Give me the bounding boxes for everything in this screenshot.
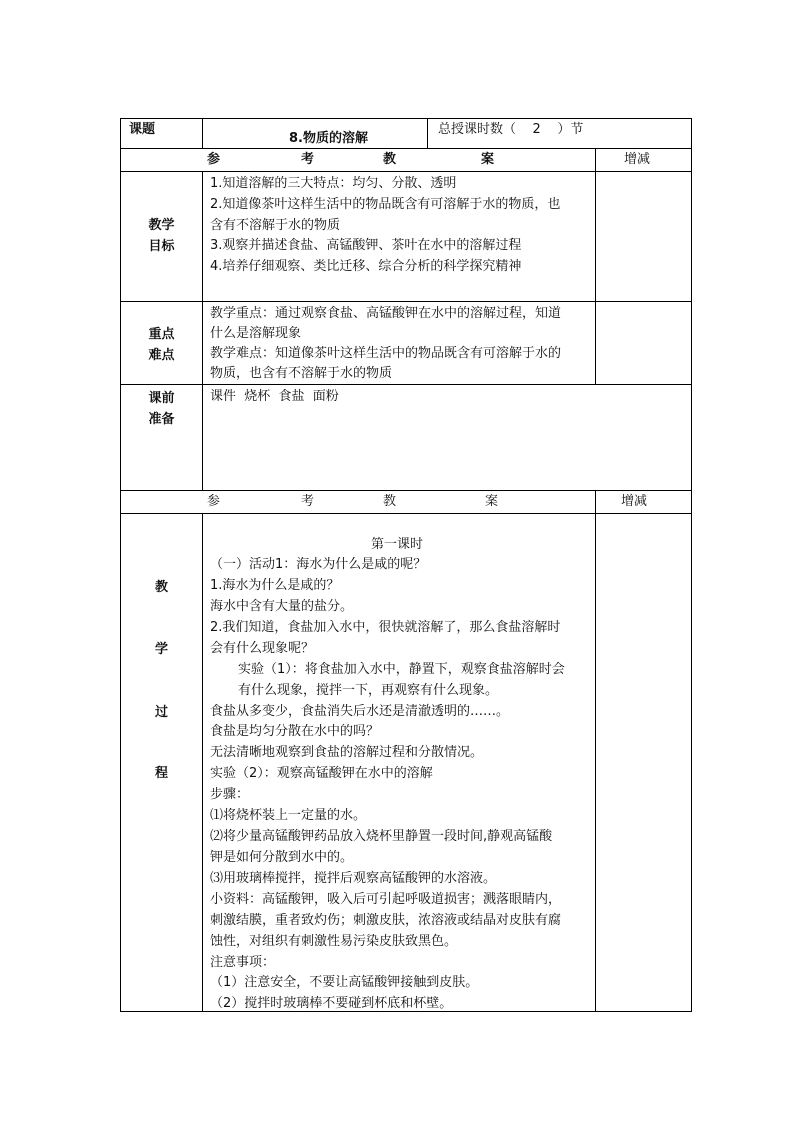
header-char-3: 教 [383, 152, 397, 167]
header-char-2: 考 [301, 152, 315, 167]
prep-materials: 课件 烧杯 食盐 面粉 [210, 389, 339, 404]
header-char-4: 案 [485, 494, 499, 509]
process-line: 刺激结膜，重者致灼伤；刺激皮肤，浓溶液或结晶对皮肤有腐 [210, 913, 562, 928]
process-label-cell [120, 513, 203, 1012]
lesson-label: 课题 [129, 122, 156, 137]
process-line: ⑴将烧杯装上一定量的水。 [210, 808, 367, 823]
adjust-header-cell-2 [595, 490, 692, 514]
process-line: 钾是如何分散到水中的。 [210, 850, 354, 865]
process-line: 有什么现象，搅拌一下，再观察有什么现象。 [238, 683, 499, 698]
process-line: 海水中含有大量的盐分。 [210, 599, 354, 614]
key-line: 教学重点：通过观察食盐、高锰酸钾在水中的溶解过程，知道 [210, 306, 562, 321]
goals-label-cell [120, 171, 203, 302]
header-char-3: 教 [383, 494, 397, 509]
prep-content-cell [202, 384, 692, 491]
goals-label-1: 教学 [148, 218, 175, 233]
reference-plan-header [120, 148, 596, 172]
process-label-char: 过 [154, 705, 168, 720]
key-line: 教学难点：知道像茶叶这样生活中的物品既含有可溶解于水的 [210, 346, 562, 361]
process-line: 实验（2）：观察高锰酸钾在水中的溶解 [210, 766, 433, 781]
prep-label-cell [120, 384, 203, 491]
reference-plan-header-2 [120, 490, 596, 514]
process-content-cell [202, 513, 596, 1012]
process-line: 无法清晰地观察到食盐的溶解过程和分散情况。 [210, 745, 484, 760]
lesson-title: 8.物质的溶解 [289, 131, 368, 146]
process-line: 食盐从多变少，食盐消失后水还是清澈透明的……。 [210, 704, 510, 719]
goals-adjust-cell [595, 171, 692, 302]
process-line: （一）活动1：海水为什么是咸的呢？ [210, 557, 427, 572]
total-hours: 总授课时数（ 2 ）节 [438, 122, 584, 137]
process-line: 小资料：高锰酸钾，吸入后可引起呼吸道损害；溅落眼睛内， [210, 892, 562, 907]
process-line: ⑵将少量高锰酸钾药品放入烧杯里静置一段时间,静观高锰酸 [210, 829, 553, 844]
prep-label-2: 准备 [148, 412, 175, 427]
keys-adjust-cell [595, 301, 692, 385]
goal-line: 4.培养仔细观察、类比迁移、综合分析的科学探究精神 [210, 259, 522, 274]
process-label-char: 学 [154, 642, 168, 657]
process-line: 1.海水为什么是咸的？ [210, 578, 340, 593]
process-line: 步骤： [210, 787, 250, 802]
goal-line: 2.知道像茶叶这样生活中的物品既含有可溶解于水的物质，也 [210, 197, 561, 212]
process-line: 注意事项： [210, 955, 276, 970]
adjust-header: 增减 [624, 152, 651, 167]
process-label-char: 教 [154, 580, 168, 595]
keys-content-cell [202, 301, 596, 385]
goals-content-cell [202, 171, 596, 302]
header-char-1: 参 [207, 494, 221, 509]
header-char-1: 参 [207, 152, 221, 167]
keys-label-cell [120, 301, 203, 385]
process-adjust-cell [595, 513, 692, 1012]
process-label-char: 程 [154, 766, 168, 781]
process-line: （1）注意安全，不要让高锰酸钾接触到皮肤。 [210, 975, 479, 990]
lesson-label-cell [120, 118, 203, 149]
goals-label-2: 目标 [148, 239, 175, 254]
process-line: 蚀性，对组织有刺激性易污染皮肤致黑色。 [210, 934, 458, 949]
process-line: ⑶用玻璃棒搅拌，搅拌后观察高锰酸钾的水溶液。 [210, 871, 497, 886]
keys-label-1: 重点 [148, 327, 175, 342]
process-line: 实验（1）：将食盐加入水中，静置下，观察食盐溶解时会 [238, 662, 565, 677]
session-title: 第一课时 [371, 537, 424, 552]
process-line: （2）搅拌时玻璃棒不要碰到杯底和杯壁。 [210, 996, 453, 1011]
process-line: 2.我们知道，食盐加入水中，很快就溶解了，那么食盐溶解时 [210, 620, 561, 635]
goal-line: 1.知道溶解的三大特点：均匀、分散、透明 [210, 176, 457, 191]
goal-line: 含有不溶解于水的物质 [210, 218, 341, 233]
process-line: 食盐是均匀分散在水中的吗？ [210, 724, 380, 739]
goal-line: 3.观察并描述食盐、高锰酸钾、茶叶在水中的溶解过程 [210, 238, 522, 253]
adjust-header-cell [595, 148, 692, 172]
header-char-2: 考 [301, 494, 315, 509]
key-line: 什么是溶解现象 [210, 326, 302, 341]
adjust-header-2: 增减 [621, 494, 648, 509]
process-line: 会有什么现象呢？ [210, 641, 315, 656]
total-hours-cell [427, 118, 692, 149]
key-line: 物质，也含有不溶解于水的物质 [210, 366, 393, 381]
lesson-title-cell [202, 118, 428, 149]
keys-label-2: 难点 [148, 348, 175, 363]
header-char-4: 案 [481, 152, 495, 167]
prep-label-1: 课前 [148, 391, 175, 406]
